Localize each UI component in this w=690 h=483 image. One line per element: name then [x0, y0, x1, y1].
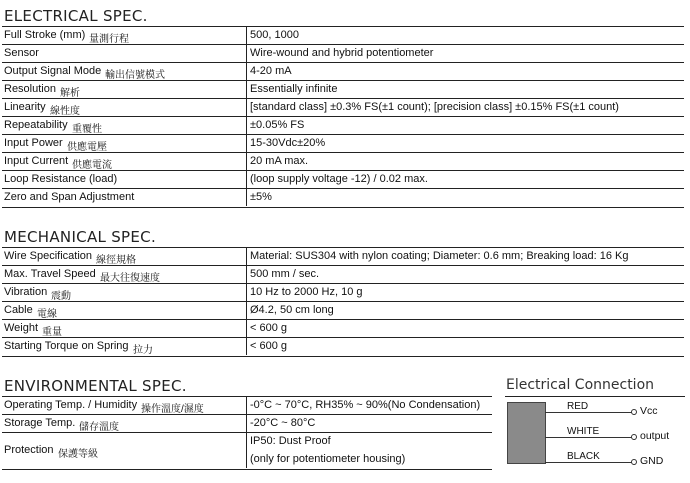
pin-label: output — [640, 430, 670, 442]
spec-row — [2, 414, 492, 433]
spec-label-chinese: 拉力 — [133, 345, 153, 356]
spec-label: Repeatability — [4, 119, 68, 131]
spec-row — [2, 44, 684, 63]
spec-row — [2, 337, 684, 357]
spec-label-chinese: 供應電流 — [72, 160, 112, 171]
electrical-spec-title: ELECTRICAL SPEC. — [4, 7, 148, 25]
spec-label-chinese: 保護等級 — [58, 449, 98, 460]
spec-value: 10 Hz to 2000 Hz, 10 g — [250, 286, 363, 298]
spec-label: Storage Temp. — [4, 417, 76, 429]
spec-label-chinese: 線徑規格 — [96, 255, 136, 266]
spec-label-chinese: 儲存溫度 — [79, 422, 119, 433]
spec-label: Input Current — [4, 155, 69, 167]
sensor-body-icon — [507, 402, 546, 464]
divider — [505, 396, 685, 397]
spec-value: 4-20 mA — [250, 65, 292, 77]
spec-row — [2, 134, 684, 153]
spec-label: Input Power — [4, 137, 63, 149]
spec-value: < 600 g — [250, 322, 288, 334]
environmental-spec-title: ENVIRONMENTAL SPEC. — [4, 377, 187, 395]
spec-value: Wire-wound and hybrid potentiometer — [250, 47, 434, 59]
wire-black — [545, 462, 633, 463]
spec-value: 500, 1000 — [250, 29, 299, 41]
spec-row — [2, 98, 684, 117]
spec-value: 15-30Vdc±20% — [250, 137, 326, 149]
spec-label-chinese: 震動 — [51, 291, 71, 302]
spec-row — [2, 396, 492, 415]
spec-row — [2, 432, 492, 470]
wire-color-label: RED — [567, 401, 589, 412]
spec-label: Output Signal Mode — [4, 65, 102, 77]
spec-label-chinese: 量測行程 — [89, 34, 129, 45]
spec-value: 20 mA max. — [250, 155, 309, 167]
spec-label: Wire Specification — [4, 250, 93, 262]
spec-label-chinese: 解析 — [60, 88, 80, 99]
spec-label: Linearity — [4, 101, 46, 113]
spec-label-chinese: 輸出信號模式 — [105, 70, 165, 81]
spec-row — [2, 152, 684, 171]
spec-row — [2, 319, 684, 338]
spec-value: -0°C ~ 70°C, RH35% ~ 90%(No Condensation) — [250, 399, 481, 411]
spec-value-note: (only for potentiometer housing) — [250, 453, 406, 465]
spec-label-chinese: 電線 — [37, 309, 57, 320]
spec-label: Protection — [4, 444, 54, 456]
spec-value: -20°C ~ 80°C — [250, 417, 316, 429]
spec-label-chinese: 重覆性 — [72, 124, 102, 135]
spec-value: Essentially infinite — [250, 83, 338, 95]
spec-label: Resolution — [4, 83, 56, 95]
spec-label: Operating Temp. / Humidity — [4, 399, 138, 411]
spec-value: ±5% — [250, 191, 272, 203]
spec-label: Vibration — [4, 286, 48, 298]
spec-value: (loop supply voltage -12) / 0.02 max. — [250, 173, 428, 185]
wire-color-label: WHITE — [567, 426, 600, 437]
electrical-connection-title: Electrical Connection — [506, 377, 655, 393]
spec-label-chinese: 線性度 — [50, 106, 80, 117]
spec-row — [2, 265, 684, 284]
wire-white — [545, 437, 633, 438]
terminal-icon — [631, 434, 637, 440]
pin-label: GND — [640, 455, 664, 467]
spec-value: Material: SUS304 with nylon coating; Diameter: 0.6 mm; Breaking load: 16 Kg — [250, 250, 629, 262]
spec-label: Zero and Span Adjustment — [4, 191, 135, 203]
spec-value: < 600 g — [250, 340, 288, 352]
spec-value: 500 mm / sec. — [250, 268, 320, 280]
spec-row — [2, 188, 684, 208]
spec-row — [2, 62, 684, 81]
spec-row — [2, 170, 684, 189]
spec-row — [2, 116, 684, 135]
spec-label-chinese: 操作溫度/濕度 — [141, 404, 204, 415]
spec-row — [2, 80, 684, 99]
spec-label: Full Stroke (mm) — [4, 29, 86, 41]
spec-row — [2, 301, 684, 320]
spec-value: IP50: Dust Proof — [250, 435, 331, 447]
mechanical-spec-title: MECHANICAL SPEC. — [4, 228, 157, 246]
wire-color-label: BLACK — [567, 451, 600, 462]
spec-label-chinese: 重量 — [42, 327, 62, 338]
spec-value: ±0.05% FS — [250, 119, 305, 131]
spec-label-chinese: 供應電壓 — [67, 142, 107, 153]
spec-label: Starting Torque on Spring — [4, 340, 129, 352]
spec-value: Ø4.2, 50 cm long — [250, 304, 334, 316]
spec-value: [standard class] ±0.3% FS(±1 count); [precision class] ±0.15% FS(±1 count) — [250, 101, 619, 113]
spec-row — [2, 283, 684, 302]
spec-label: Sensor — [4, 47, 39, 59]
spec-label: Weight — [4, 322, 39, 334]
terminal-icon — [631, 409, 637, 415]
terminal-icon — [631, 459, 637, 465]
spec-label-chinese: 最大往復速度 — [100, 273, 160, 284]
spec-label: Max. Travel Speed — [4, 268, 96, 280]
spec-row — [2, 26, 684, 45]
spec-label: Cable — [4, 304, 33, 316]
wire-red — [545, 412, 633, 413]
spec-row — [2, 247, 684, 266]
pin-label: Vcc — [640, 405, 658, 417]
spec-label: Loop Resistance (load) — [4, 173, 118, 185]
